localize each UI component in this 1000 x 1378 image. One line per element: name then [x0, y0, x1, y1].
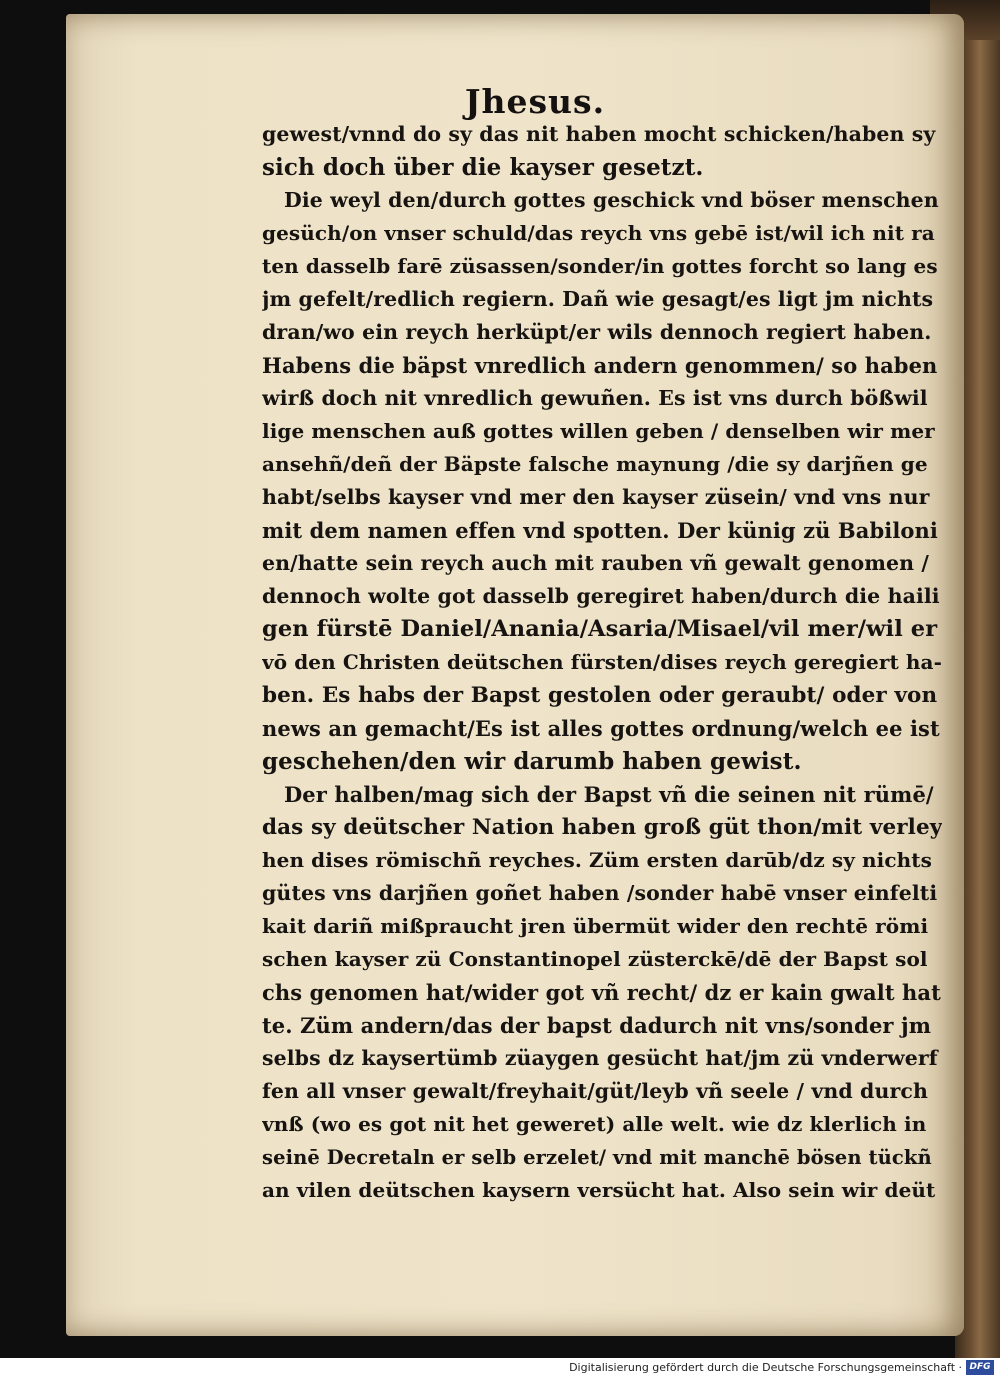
text-line: dennoch wolte got dasselb geregiret haben/durch die haili [262, 584, 940, 608]
text-line: gewest/vnnd do sy das nit haben mocht schicken/haben sy [262, 122, 936, 146]
text-line: jm gefelt/redlich regiern. Dañ wie gesagt/es ligt jm nichts [262, 287, 934, 311]
text-line: news an gemacht/Es ist alles gottes ordnung/welch ee ist [262, 716, 940, 741]
text-line: seinē Decretaln er selb erzelet/ vnd mit manchē bösen tückñ [262, 1146, 932, 1169]
text-line: kait dariñ mißpraucht jren übermüt wider den rechtē römi [262, 914, 929, 938]
text-line: schen kayser zü Constantinopel züsterckē/dē der Bapst sol [262, 947, 928, 971]
text-line: gen fürstē Daniel/Anania/Asaria/Misael/vil mer/wil er [262, 616, 938, 642]
text-line: an vilen deütschen kaysern versücht hat. Also sein wir deüt [262, 1178, 936, 1202]
text-line: gütes vns darjñen goñet haben /sonder habē vnser einfelti [262, 881, 938, 905]
text-line: te. Züm andern/das der bapst dadurch nit vns/sonder jm [262, 1013, 932, 1038]
text-line: lige menschen auß gottes willen geben / denselben wir mer [262, 419, 935, 443]
dfg-logo: DFG [966, 1360, 994, 1375]
text-line: geschehen/den wir darumb haben gewist. [262, 748, 802, 775]
text-line: en/hatte sein reych auch mit rauben vñ gewalt genomen / [262, 551, 930, 575]
footer-credit: Digitalisierung gefördert durch die Deutsche Forschungsgemeinschaft · [569, 1361, 962, 1374]
text-line: sich doch über die kayser gesetzt. [262, 154, 704, 181]
text-line: mit dem namen effen vnd spotten. Der künig zü Babiloni [262, 518, 938, 543]
text-line: wirß doch nit vnredlich gewuñen. Es ist vns durch bößwil [262, 386, 928, 410]
text-line: ben. Es habs der Bapst gestolen oder geraubt/ oder von [262, 683, 938, 708]
book-page [66, 14, 964, 1336]
text-line: ansehñ/deñ der Bäpste falsche maynung /die sy darjñen ge [262, 452, 928, 476]
text-line: vō den Christen deütschen fürsten/dises reych geregiert ha- [262, 650, 942, 674]
text-line: chs genomen hat/wider got vñ recht/ dz er kain gwalt hat [262, 980, 941, 1005]
text-line: fen all vnser gewalt/freyhait/güt/leyb vñ seele / vnd durch [262, 1079, 928, 1103]
text-block [262, 118, 942, 1207]
text-line: habt/selbs kayser vnd mer den kayser züsein/ vnd vns nur [262, 485, 930, 509]
text-line: Der halben/mag sich der Bapst vñ die seinen nit rümē/ [284, 782, 934, 807]
text-line: Habens die bäpst vnredlich andern genommen/ so haben [262, 353, 938, 378]
text-line: gesüch/on vnser schuld/das reych vns gebē ist/wil ich nit ra [262, 221, 935, 245]
footer-bar [0, 1358, 1000, 1378]
page-header: Jhesus. [464, 82, 606, 121]
text-line: ten dasselb farē züsassen/sonder/in gottes forcht so lang es [262, 254, 938, 278]
text-line: selbs dz kaysertümb züaygen gesücht hat/jm zü vnderwerf [262, 1046, 938, 1070]
text-line: Die weyl den/durch gottes geschick vnd böser menschen [284, 188, 939, 212]
text-line: das sy deütscher Nation haben groß güt thon/mit verley [262, 815, 942, 840]
text-line: dran/wo ein reych herküpt/er wils dennoch regiert haben. [262, 320, 932, 344]
text-line: vnß (wo es got nit het geweret) alle welt. wie dz klerlich in [262, 1112, 927, 1136]
text-line: hen dises römischñ reyches. Züm ersten darūb/dz sy nichts [262, 848, 932, 872]
